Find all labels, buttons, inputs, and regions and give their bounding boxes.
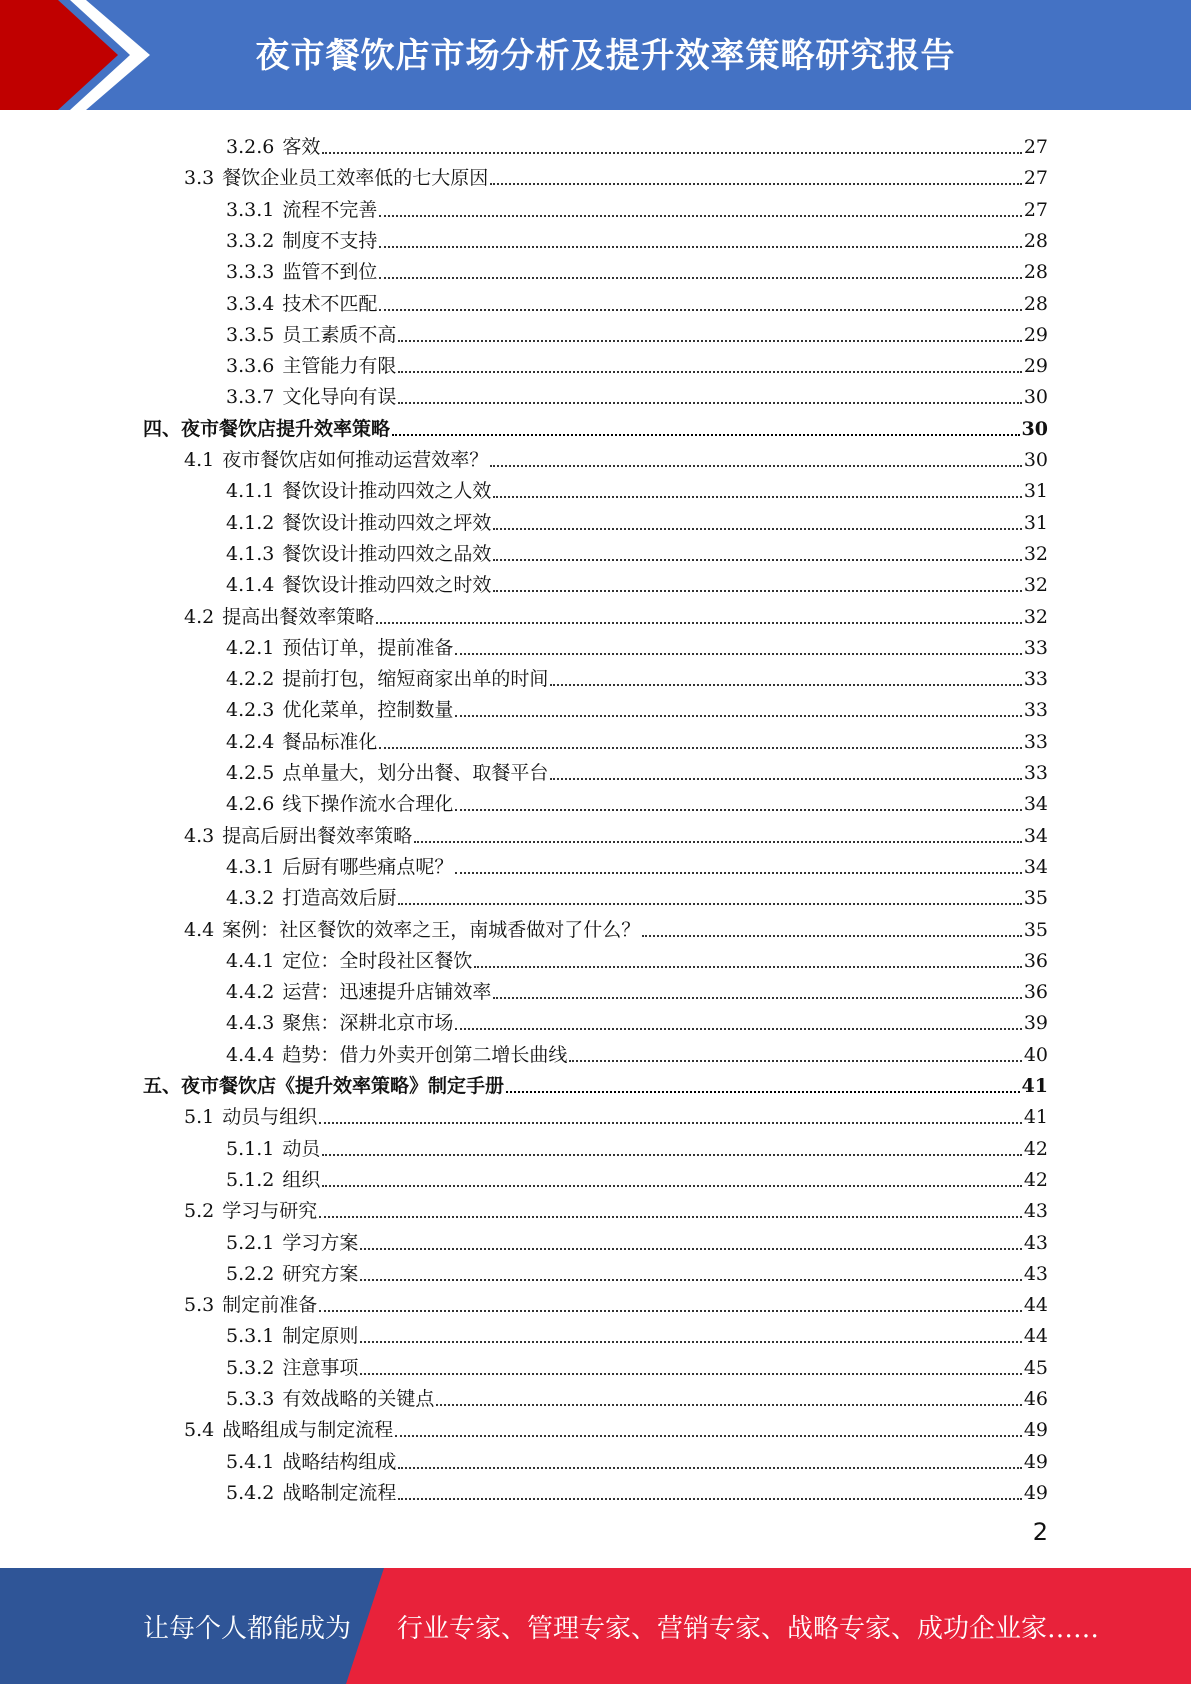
toc-entry[interactable] [184, 598, 1048, 629]
page-number: 2 [1032, 1518, 1048, 1546]
toc-entry-page: 34 [1023, 824, 1048, 847]
toc-entry[interactable] [226, 128, 1048, 159]
toc-entry[interactable] [226, 1036, 1048, 1067]
toc-entry-label: 制定原则 [282, 1325, 359, 1348]
toc-entry[interactable] [184, 817, 1048, 848]
toc-entry-page: 30 [1023, 386, 1048, 409]
toc-dot-leader [550, 778, 1021, 780]
toc-entry[interactable] [184, 1098, 1048, 1129]
toc-dot-leader [474, 966, 1021, 968]
toc-entry-page: 28 [1023, 261, 1048, 284]
toc-dot-leader [493, 528, 1021, 530]
toc-entry[interactable] [226, 1317, 1048, 1348]
toc-entry-page: 33 [1023, 730, 1048, 753]
toc-entry-number: 4.1.3 [226, 542, 275, 565]
toc-entry-label: 有效战略的关键点 [282, 1388, 435, 1410]
toc-entry-number: 4.2.1 [226, 636, 275, 659]
toc-entry-page: 49 [1023, 1481, 1048, 1504]
toc-entry-label: 运营：迅速提升店铺效率 [282, 981, 492, 1004]
toc-entry-page: 31 [1023, 480, 1048, 503]
toc-entry-label: 提高后厨出餐效率策略 [222, 824, 413, 847]
toc-entry-label: 制定前准备 [222, 1294, 318, 1317]
toc-entry-label: 优化菜单，控制数量 [282, 699, 454, 722]
toc-dot-leader [569, 1060, 1021, 1062]
toc-entry-number: 4.4.1 [226, 949, 275, 972]
toc-entry-number: 5.1.1 [226, 1137, 275, 1160]
toc-entry[interactable] [226, 191, 1048, 222]
toc-entry[interactable] [226, 253, 1048, 284]
toc-entry-number: 3.3.7 [226, 386, 275, 409]
toc-entry-number: 5.1 [184, 1106, 215, 1129]
toc-dot-leader [493, 559, 1021, 561]
toc-entry[interactable] [226, 1443, 1048, 1474]
toc-entry-number: 4.3 [184, 824, 215, 847]
toc-entry-number: 5.4 [184, 1419, 215, 1442]
toc-entry-number: 3.3.5 [226, 323, 275, 346]
toc-entry-number: 5.2.2 [226, 1262, 275, 1285]
toc-entry-number: 5.1.2 [226, 1168, 275, 1191]
toc-entry-page: 42 [1023, 1137, 1048, 1160]
toc-dot-leader [379, 277, 1021, 279]
toc-dot-leader [360, 1373, 1021, 1375]
toc-entry-label: 技术不匹配 [282, 292, 378, 315]
toc-entry-page: 41 [1021, 1075, 1048, 1097]
toc-entry[interactable] [226, 1380, 1048, 1411]
toc-entry-number: 4.3.1 [226, 855, 275, 878]
toc-entry-page: 31 [1023, 511, 1048, 534]
toc-entry-label: 线下操作流水合理化 [282, 793, 454, 816]
toc-dot-leader [379, 246, 1021, 248]
toc-dot-leader [490, 465, 1022, 467]
toc-entry[interactable] [226, 1224, 1048, 1255]
toc-entry-label: 趋势：借力外卖开创第二增长曲线 [282, 1043, 568, 1066]
toc-entry[interactable] [184, 1411, 1048, 1442]
toc-dot-leader [319, 1216, 1022, 1218]
toc-entry-label: 案例：社区餐饮的效率之王，南城香做对了什么？ [222, 918, 641, 941]
toc-dot-leader [455, 715, 1021, 717]
toc-dot-leader [493, 590, 1021, 592]
toc-entry-page: 33 [1023, 636, 1048, 659]
toc-entry[interactable] [226, 1130, 1048, 1161]
footer-slogan-right: 行业专家、管理专家、营销专家、战略专家、成功企业家…… [397, 1614, 1100, 1644]
toc-dot-leader [506, 1091, 1020, 1093]
toc-entry-label: 餐饮设计推动四效之时效 [282, 574, 492, 597]
toc-entry-page: 43 [1023, 1200, 1048, 1223]
toc-entry-label: 提前打包，缩短商家出单的时间 [282, 668, 549, 691]
toc-dot-leader [322, 152, 1021, 154]
toc-entry-number: 3.2.6 [226, 136, 275, 158]
toc-dot-leader [490, 183, 1022, 185]
toc-entry-page: 32 [1023, 574, 1048, 597]
toc-entry-number: 4.4.3 [226, 1012, 275, 1035]
toc-entry-label: 学习方案 [282, 1231, 359, 1254]
toc-entry-label: 员工素质不高 [282, 323, 397, 346]
toc-entry-number: 4.1 [184, 449, 215, 471]
toc-dot-leader [322, 1154, 1021, 1156]
toc-entry-number: 4.1.1 [226, 480, 275, 503]
toc-entry-number: 5.4.2 [226, 1481, 275, 1504]
toc-dot-leader [436, 1404, 1021, 1406]
toc-entry-label: 餐品标准化 [282, 730, 378, 753]
toc-entry-number: 5.4.1 [226, 1450, 275, 1473]
toc-entry-page: 33 [1023, 762, 1048, 784]
toc-dot-leader [455, 809, 1021, 811]
toc-entry[interactable] [226, 785, 1048, 816]
toc-dot-leader [398, 1498, 1021, 1500]
toc-entry-label: 餐饮设计推动四效之坪效 [282, 511, 492, 534]
toc-entry-number: 5.2 [184, 1200, 215, 1223]
toc-entry-label: 主管能力有限 [282, 355, 397, 378]
toc-entry-label: 研究方案 [282, 1262, 359, 1285]
toc-entry[interactable] [226, 535, 1048, 566]
toc-entry-page: 33 [1023, 668, 1048, 691]
toc-entry-page: 33 [1023, 699, 1048, 722]
toc-entry-label: 夜市餐饮店如何推动运营效率？ [222, 449, 489, 471]
toc-entry-label: 学习与研究 [222, 1200, 318, 1223]
toc-entry-page: 40 [1023, 1043, 1048, 1066]
toc-entry-page: 30 [1023, 449, 1048, 471]
toc-entry-page: 49 [1023, 1419, 1048, 1442]
toc-entry-page: 45 [1023, 1356, 1048, 1379]
toc-entry-number: 4.2.4 [226, 730, 275, 753]
toc-entry-page: 42 [1023, 1168, 1048, 1191]
toc-dot-leader [642, 935, 1022, 937]
toc-entry-page: 29 [1023, 355, 1048, 378]
toc-entry-label: 文化导向有误 [282, 386, 397, 409]
toc-dot-leader [398, 1467, 1021, 1469]
toc-entry-number: 5.3 [184, 1294, 215, 1317]
toc-entry-label: 餐饮企业员工效率低的七大原因 [222, 167, 489, 190]
toc-entry-number: 4.2.3 [226, 699, 275, 722]
toc-entry-number: 5.2.1 [226, 1231, 275, 1254]
toc-entry-number: 4.3.2 [226, 887, 275, 910]
toc-dot-leader [360, 1248, 1021, 1250]
toc-entry-number: 4.2.2 [226, 668, 275, 691]
toc-entry-label: 组织 [282, 1168, 321, 1191]
toc-entry[interactable] [226, 285, 1048, 316]
toc-entry[interactable] [226, 347, 1048, 378]
toc-entry-page: 43 [1023, 1231, 1048, 1254]
toc-entry-number: 4.1.2 [226, 511, 275, 534]
toc-entry-page: 44 [1023, 1325, 1048, 1348]
toc-dot-leader [319, 1122, 1022, 1124]
toc-dot-leader [319, 1310, 1022, 1312]
toc-dot-leader [398, 371, 1021, 373]
toc-entry-number: 3.3.6 [226, 355, 275, 378]
toc-entry[interactable] [226, 1255, 1048, 1286]
toc-entry[interactable] [226, 942, 1048, 973]
toc-dot-leader [360, 1279, 1021, 1281]
toc-entry-number: 3.3 [184, 167, 215, 190]
toc-entry-number: 4.4.2 [226, 981, 275, 1004]
toc-entry-page: 28 [1023, 292, 1048, 315]
toc-entry-page: 43 [1023, 1262, 1048, 1285]
toc-entry-label: 聚焦：深耕北京市场 [282, 1012, 454, 1035]
toc-entry[interactable] [226, 723, 1048, 754]
toc-entry-page: 32 [1023, 542, 1048, 565]
toc-entry[interactable] [184, 441, 1048, 472]
toc-entry[interactable] [226, 754, 1048, 785]
toc-entry-page: 39 [1023, 1012, 1048, 1035]
toc-entry[interactable] [226, 879, 1048, 910]
toc-dot-leader [395, 1435, 1022, 1437]
toc-entry-label: 监管不到位 [282, 261, 378, 284]
toc-dot-leader [398, 340, 1021, 342]
toc-entry[interactable] [226, 222, 1048, 253]
toc-entry-label: 战略制定流程 [282, 1481, 397, 1504]
toc-entry-number: 5.3.1 [226, 1325, 275, 1348]
toc-entry[interactable] [226, 378, 1048, 409]
toc-dot-leader [398, 402, 1021, 404]
toc-entry[interactable] [226, 629, 1048, 660]
toc-entry[interactable] [226, 504, 1048, 535]
toc-entry-label: 客效 [282, 136, 321, 158]
toc-entry-page: 34 [1023, 793, 1048, 816]
toc-entry-page: 32 [1023, 605, 1048, 628]
toc-entry-label: 后厨有哪些痛点呢？ [282, 855, 454, 878]
toc-entry-page: 49 [1023, 1450, 1048, 1473]
toc-entry[interactable] [184, 911, 1048, 942]
toc-entry-page: 29 [1023, 323, 1048, 346]
toc-entry-label: 餐饮设计推动四效之人效 [282, 480, 492, 503]
toc-entry-number: 4.1.4 [226, 574, 275, 597]
toc-entry-page: 44 [1023, 1294, 1048, 1317]
toc-entry[interactable] [226, 691, 1048, 722]
toc-entry-label: 提高出餐效率策略 [222, 605, 375, 628]
toc-dot-leader [360, 1341, 1021, 1343]
toc-entry-page: 36 [1023, 949, 1048, 972]
toc-entry-page: 35 [1023, 887, 1048, 910]
toc-entry-number: 4.2.5 [226, 762, 275, 784]
toc-entry-page: 27 [1023, 167, 1048, 190]
toc-entry[interactable] [226, 1349, 1048, 1380]
toc-entry-page: 28 [1023, 229, 1048, 252]
page-footer [0, 1568, 1191, 1684]
toc-dot-leader [392, 434, 1020, 436]
toc-entry[interactable] [226, 848, 1048, 879]
toc-entry-page: 34 [1023, 855, 1048, 878]
toc-entry-number: 4.4.4 [226, 1043, 275, 1066]
toc-entry[interactable] [184, 1192, 1048, 1223]
toc-entry[interactable] [226, 566, 1048, 597]
toc-entry-number: 5.3.3 [226, 1388, 275, 1410]
toc-entry-page: 30 [1021, 417, 1048, 440]
toc-dot-leader [322, 1185, 1021, 1187]
toc-entry-label: 点单量大，划分出餐、取餐平台 [282, 762, 549, 784]
toc-dot-leader [493, 496, 1021, 498]
toc-entry-page: 41 [1023, 1106, 1048, 1129]
toc-entry[interactable] [226, 316, 1048, 347]
toc-entry-page: 36 [1023, 981, 1048, 1004]
toc-dot-leader [379, 309, 1021, 311]
toc-entry-label: 制度不支持 [282, 229, 378, 252]
toc-dot-leader [379, 747, 1021, 749]
toc-entry-label: 四、夜市餐饮店提升效率策略 [143, 417, 391, 440]
toc-entry[interactable] [184, 159, 1048, 190]
toc-entry-label: 战略结构组成 [282, 1450, 397, 1473]
toc-entry-label: 预估订单，提前准备 [282, 636, 454, 659]
toc-entry-page: 35 [1023, 918, 1048, 941]
toc-dot-leader [550, 684, 1021, 686]
toc-entry-number: 3.3.4 [226, 292, 275, 315]
toc-dot-leader [455, 872, 1021, 874]
toc-entry[interactable] [226, 1474, 1048, 1505]
toc-entry-page: 46 [1023, 1388, 1048, 1410]
toc-entry-label: 五、夜市餐饮店《提升效率策略》制定手册 [143, 1075, 505, 1097]
toc-entry[interactable] [226, 1004, 1048, 1035]
toc-entry[interactable] [143, 410, 1048, 441]
toc-dot-leader [414, 841, 1022, 843]
toc-entry[interactable] [226, 1161, 1048, 1192]
toc-dot-leader [398, 903, 1021, 905]
toc-entry-number: 4.4 [184, 918, 215, 941]
toc-entry[interactable] [143, 1067, 1048, 1098]
toc-entry[interactable] [184, 1286, 1048, 1317]
footer-slogan-left: 让每个人都能成为 [143, 1614, 352, 1644]
toc-entry-label: 打造高效后厨 [282, 887, 397, 910]
toc-dot-leader [376, 622, 1022, 624]
report-title: 夜市餐饮店市场分析及提升效率策略研究报告 [255, 36, 956, 76]
toc-dot-leader [379, 215, 1021, 217]
toc-entry-label: 动员与组织 [222, 1106, 318, 1129]
toc-entry-label: 定位：全时段社区餐饮 [282, 949, 473, 972]
toc-entry[interactable] [226, 660, 1048, 691]
toc-dot-leader [455, 1028, 1021, 1030]
toc-entry[interactable] [226, 472, 1048, 503]
toc-entry-label: 餐饮设计推动四效之品效 [282, 542, 492, 565]
toc-entry-number: 3.3.2 [226, 229, 275, 252]
page-header [0, 0, 1191, 110]
toc-entry-number: 3.3.3 [226, 261, 275, 284]
toc-entry-label: 战略组成与制定流程 [222, 1419, 394, 1442]
toc-entry-label: 动员 [282, 1137, 321, 1160]
toc-entry-number: 5.3.2 [226, 1356, 275, 1379]
toc-entry-number: 4.2.6 [226, 793, 275, 816]
toc-dot-leader [493, 997, 1021, 999]
toc-entry[interactable] [226, 973, 1048, 1004]
toc-entry-label: 注意事项 [282, 1356, 359, 1379]
toc-entry-label: 流程不完善 [282, 198, 378, 221]
toc-dot-leader [455, 653, 1021, 655]
toc-entry-page: 27 [1023, 136, 1048, 158]
toc-entry-number: 3.3.1 [226, 198, 275, 221]
toc-entry-number: 4.2 [184, 605, 215, 628]
toc-entry-page: 27 [1023, 198, 1048, 221]
